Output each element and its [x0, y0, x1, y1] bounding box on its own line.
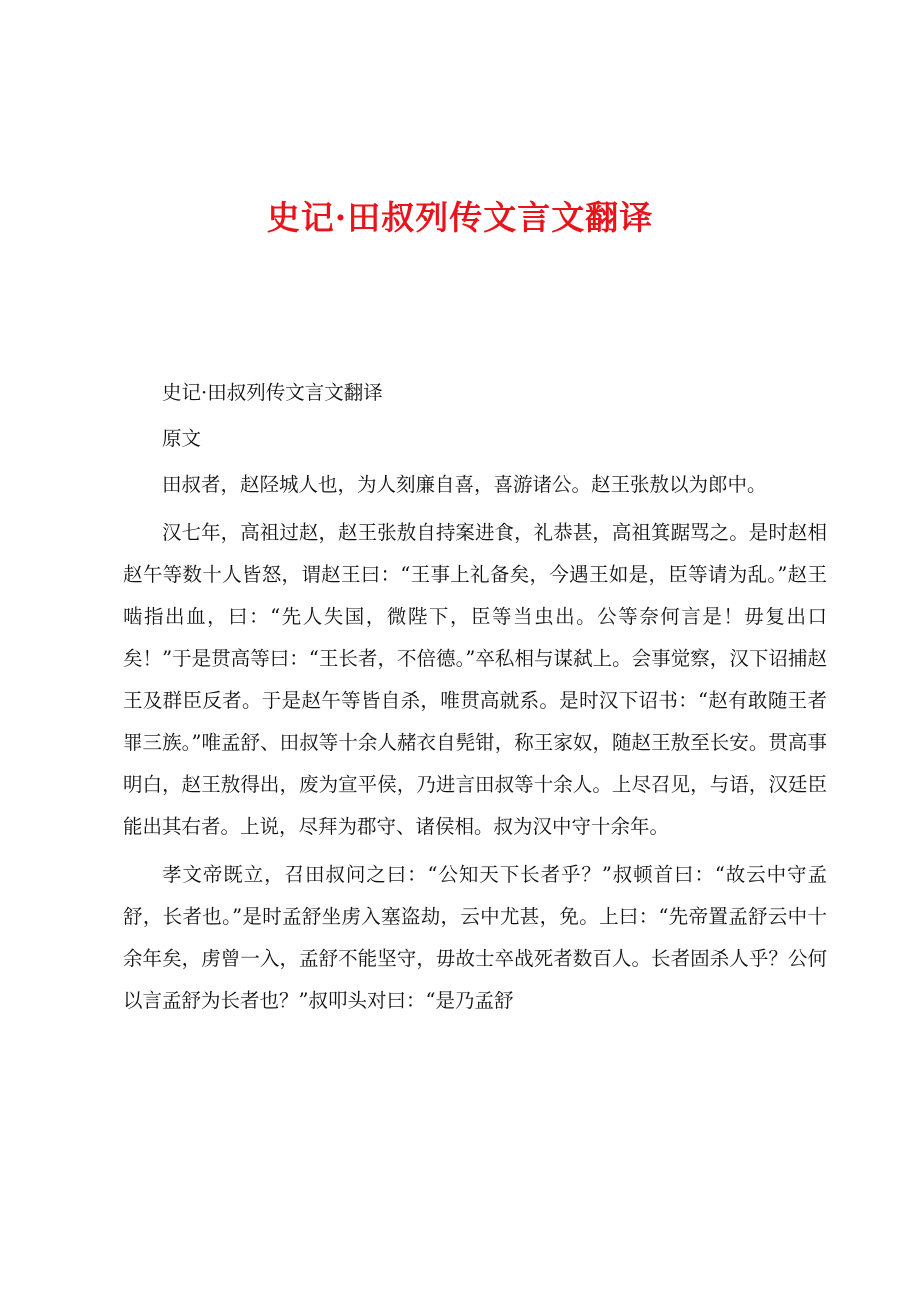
- document-title: 史记·田叔列传文言文翻译: [266, 198, 654, 237]
- paragraph-emperor-wen: 孝文帝既立，召田叔问之曰：“公知天下长者乎？”叔顿首曰：“故云中守孟舒，长者也。”是时孟舒坐虏入塞盗劫，云中尤甚，免。上曰：“先帝置孟舒云中十余年矣，虏曾一入，孟舒不能坚守，毋故士卒战死者数百人。长者固杀人乎？公何以言孟舒为长者也？”叔叩头对曰：“是乃孟舒: [123, 863, 827, 1012]
- paragraph-tian-shu-intro: 田叔者，赵陉城人也，为人刻廉自喜，喜游诸公。赵王张敖以为郎中。: [162, 473, 767, 496]
- paragraph-heading: 史记·田叔列传文言文翻译: [162, 381, 383, 404]
- paragraph-original-text-label: 原文: [162, 427, 202, 450]
- paragraph-han-seventh-year: 汉七年，高祖过赵，赵王张敖自持案进食，礼恭甚，高祖箕踞骂之。是时赵相赵午等数十人皆怒，谓赵王曰：“王事上礼备矣，今遇王如是，臣等请为乱。”赵王啮指出血，曰：“先人失国，微陛下，臣等当虫出。公等奈何言是！毋复出口矣！”于是贯高等曰：“王长者，不倍德。”卒私相与谋弑上。会事觉察，汉下诏捕赵王及群臣反者。于是赵午等皆自杀，唯贯高就系。是时汉下诏书：“赵有敢随王者罪三族。”唯孟舒、田叔等十余人赭衣自髡钳，称王家奴，随赵王敖至长安。贯高事明白，赵王敖得出，废为宣平侯，乃进言田叔等十余人。上尽召见，与语，汉廷臣能出其右者。上说，尽拜为郡守、诸侯相。叔为汉中守十余年。: [123, 521, 827, 838]
- document-body: [123, 372, 827, 1028]
